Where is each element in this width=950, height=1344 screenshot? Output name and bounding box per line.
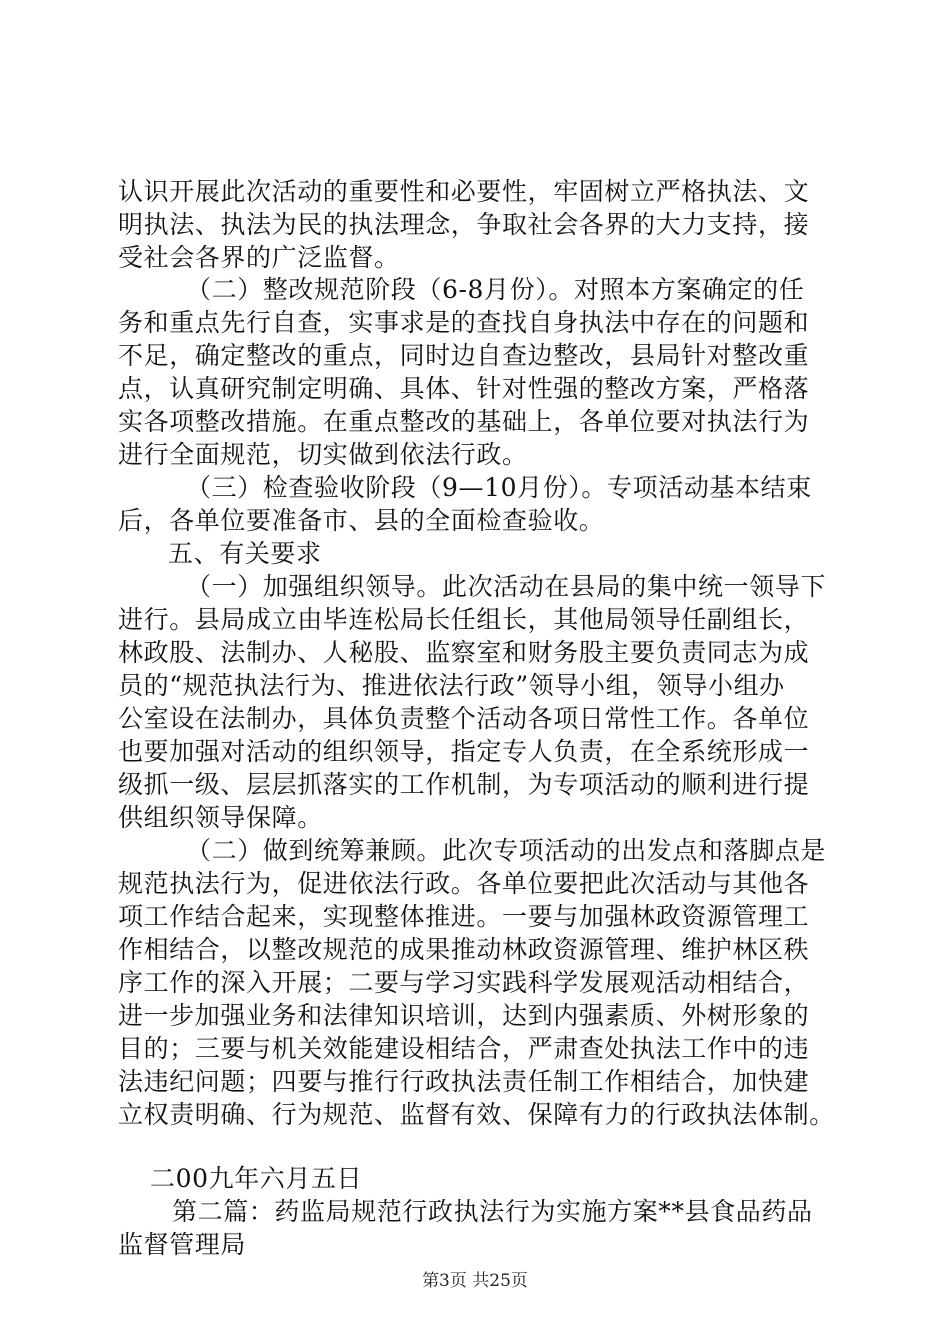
body-text-line: 序工作的深入开展；二要与学习实践科学发展观活动相结合，	[118, 968, 810, 997]
body-text-line: 员的“规范执法行为、推进依法行政”领导小组，领导小组办	[118, 671, 785, 700]
body-text-line: 级抓一级、层层抓落实的工作机制，为专项活动的顺利进行提	[118, 770, 810, 799]
next-section-title: 监督管理局	[118, 1230, 247, 1259]
body-text-line: 后，各单位要准备市、县的全面检查验收。	[118, 506, 605, 535]
body-text-line: 点，认真研究制定明确、具体、针对性强的整改方案，严格落	[118, 374, 810, 403]
body-text-line: 项工作结合起来，实现整体推进。一要与加强林政资源管理工	[118, 902, 810, 931]
body-text-line: 公室设在法制办，具体负责整个活动各项日常性工作。各单位	[118, 704, 810, 733]
body-text-line: 规范执法行为，促进依法行政。各单位要把此次活动与其他各	[118, 869, 810, 898]
body-text-line: 进一步加强业务和法律知识培训，达到内强素质、外树形象的	[118, 1001, 810, 1030]
section-heading: 五、有关要求	[168, 539, 322, 568]
date-line: 二00九年六月五日	[150, 1164, 363, 1193]
body-text-line: 林政股、法制办、人秘股、监察室和财务股主要负责同志为成	[118, 638, 810, 667]
body-text-line: 不足，确定整改的重点，同时边自查边整改，县局针对整改重	[118, 341, 810, 370]
body-text-line: 供组织领导保障。	[118, 803, 323, 832]
body-text-line: 法违纪问题；四要与推行行政执法责任制工作相结合，加快建	[118, 1067, 810, 1096]
body-text-line: （一）加强组织领导。此次活动在县局的集中统一领导下	[186, 572, 827, 601]
body-text-line: 受社会各界的广泛监督。	[118, 243, 400, 272]
body-text-line: （二）做到统筹兼顾。此次专项活动的出发点和落脚点是	[186, 836, 827, 865]
body-text-line: 明执法、执法为民的执法理念，争取社会各界的大力支持，接	[118, 210, 810, 239]
body-text-line: 作相结合，以整改规范的成果推动林政资源管理、维护林区秩	[118, 935, 810, 964]
next-section-title: 第二篇：药监局规范行政执法行为实施方案**县食品药品	[172, 1197, 813, 1226]
body-text-line: 实各项整改措施。在重点整改的基础上，各单位要对执法行为	[118, 407, 810, 436]
body-text-line: 进行全面规范，切实做到依法行政。	[118, 440, 528, 469]
body-text-line: （二）整改规范阶段（6-8月份）。对照本方案确定的任	[186, 275, 805, 304]
body-text-line: 目的；三要与机关效能建设相结合，严肃查处执法工作中的违	[118, 1034, 810, 1063]
body-text-line: 进行。县局成立由毕连松局长任组长，其他局领导任副组长，	[118, 605, 810, 634]
body-text-line: 立权责明确、行为规范、监督有效、保障有力的行政执法体制。	[118, 1100, 835, 1129]
body-text-line: 认识开展此次活动的重要性和必要性，牢固树立严格执法、文	[118, 177, 810, 206]
body-text-line: （三）检查验收阶段（9—10月份）。专项活动基本结束	[186, 473, 812, 502]
body-text-line: 也要加强对活动的组织领导，指定专人负责，在全系统形成一	[118, 737, 810, 766]
body-text-line: 务和重点先行自查，实事求是的查找自身执法中存在的问题和	[118, 308, 810, 337]
page-number-footer: 第3页 共25页	[422, 1271, 528, 1291]
